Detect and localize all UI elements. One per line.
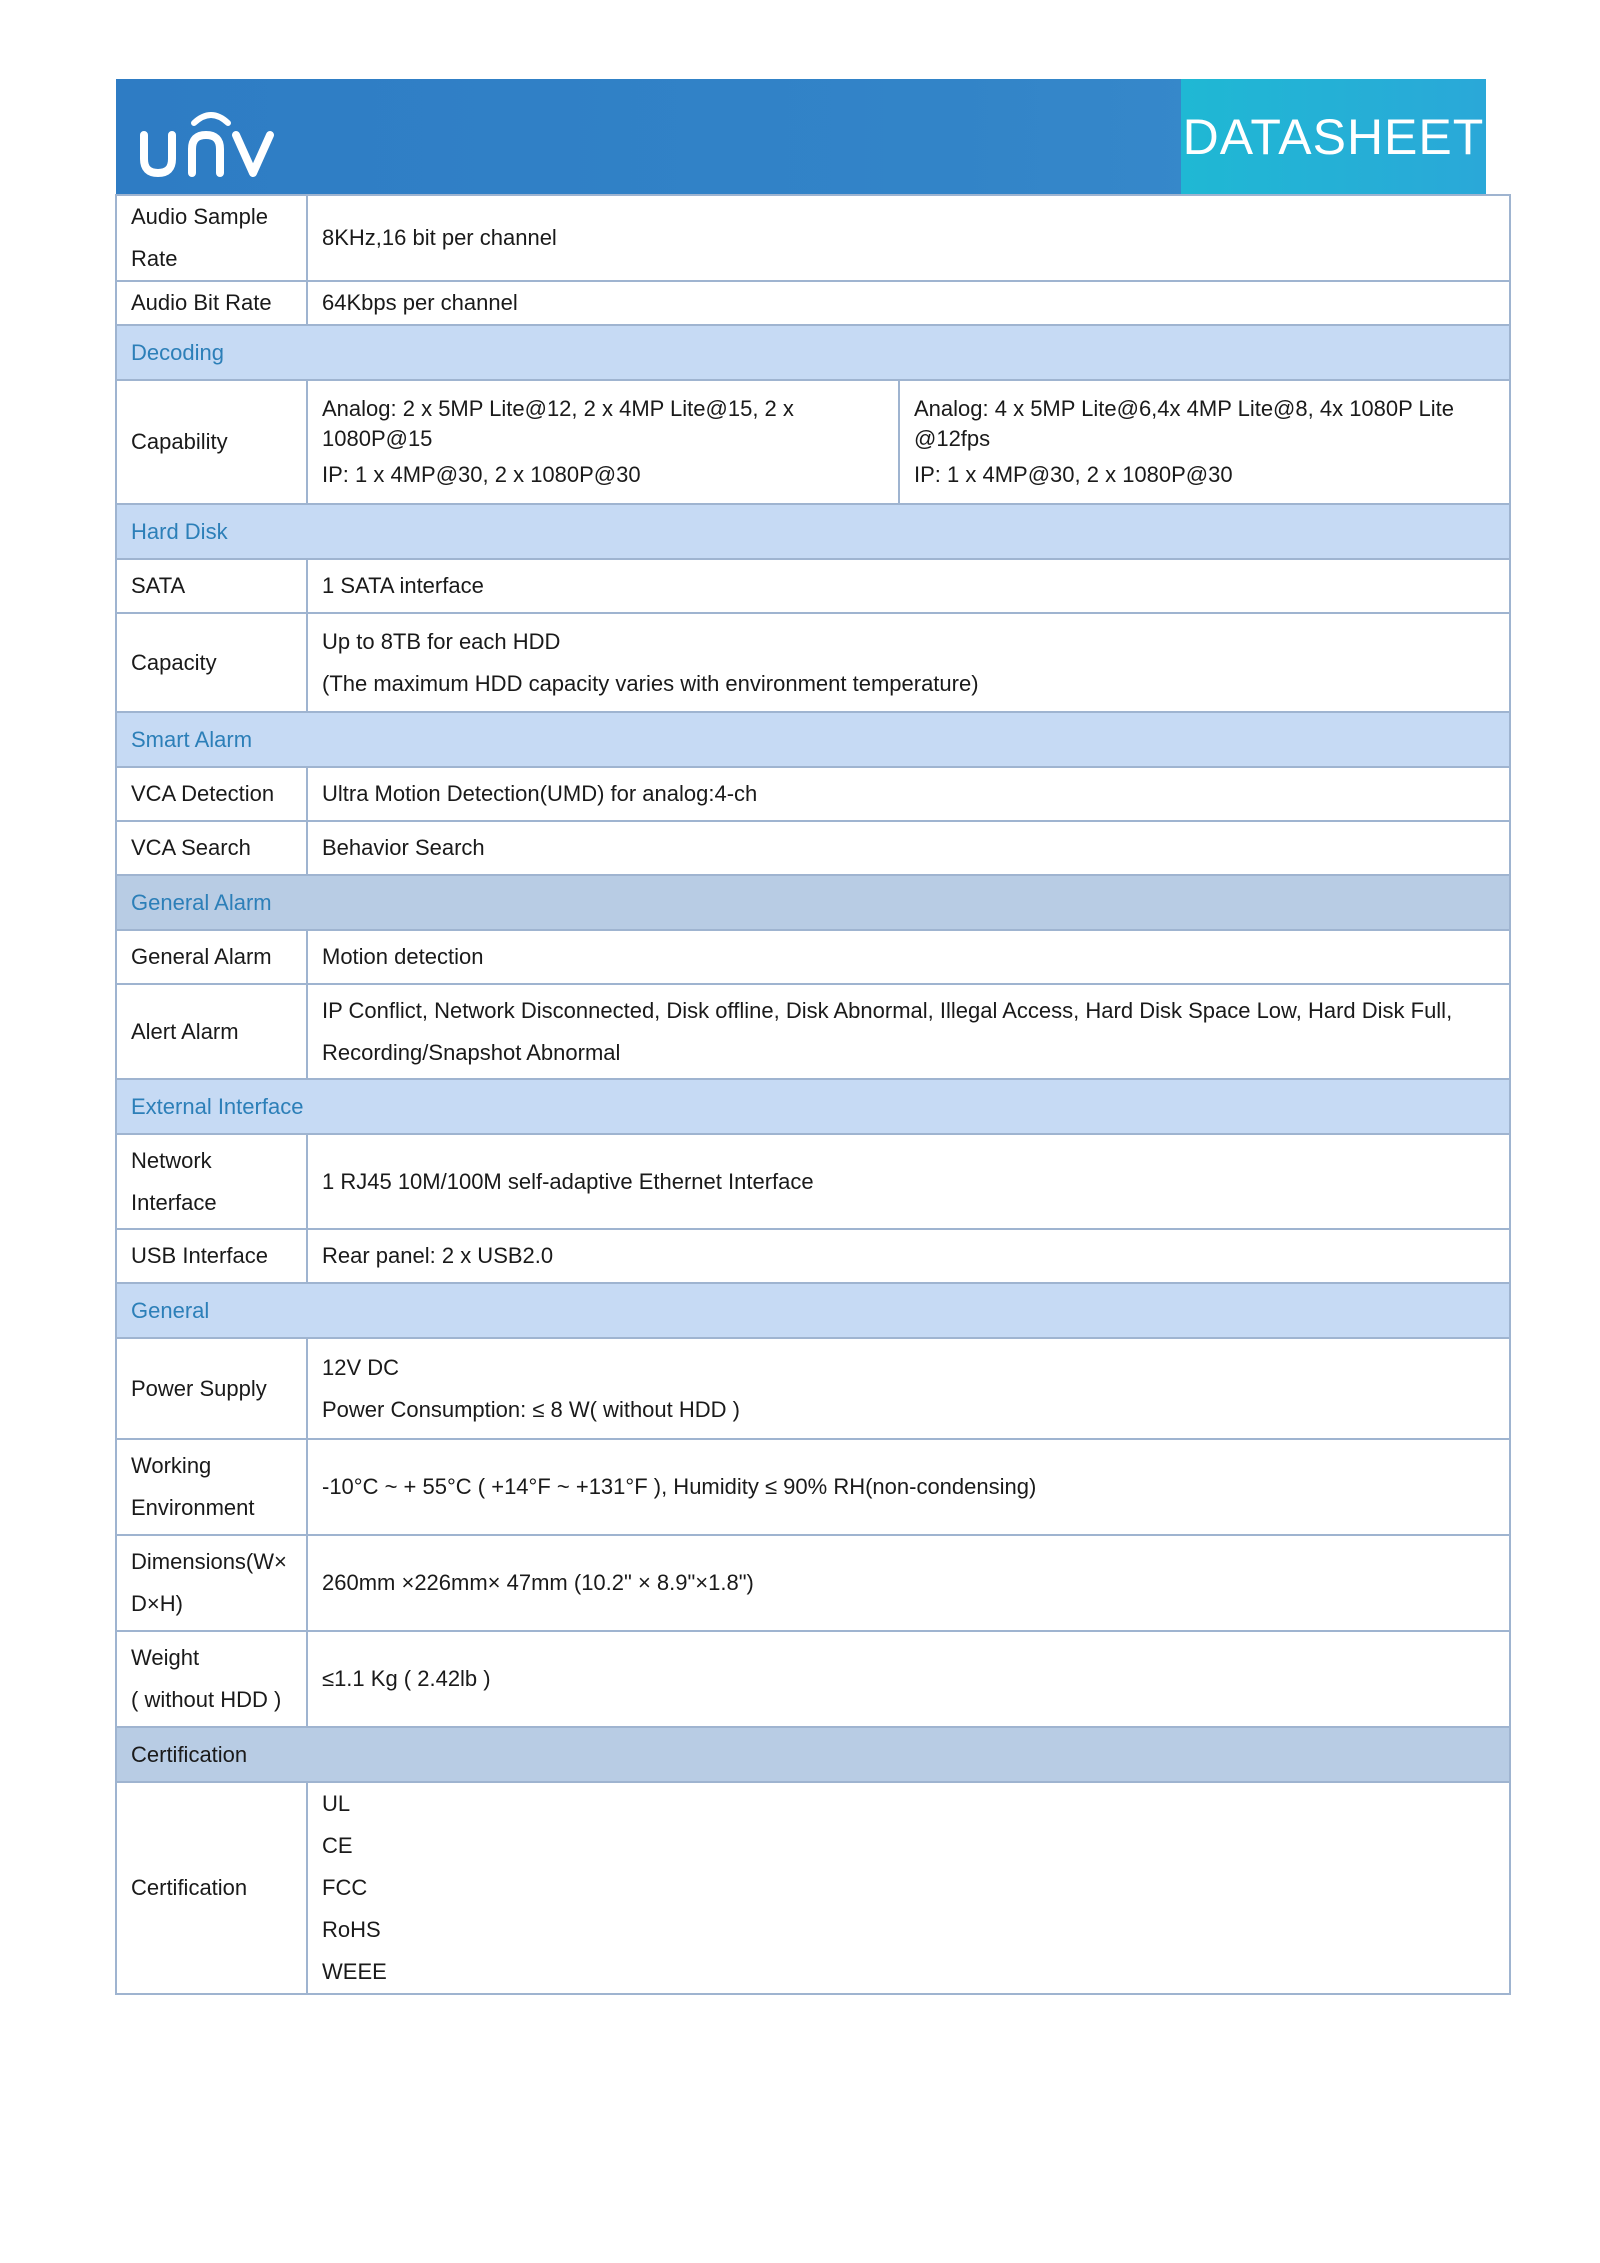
row-label: Audio Bit Rate [116,281,307,325]
section-title: General [116,1283,1510,1338]
row-label: Capability [116,380,307,504]
section-header [116,1283,1510,1338]
unv-logo [136,101,286,181]
row-label: Power Supply [116,1338,307,1439]
row-value: Behavior Search [307,821,1510,875]
certification-item: RoHS [322,1917,381,1942]
row-value: 12V DC Power Consumption: ≤ 8 W( without HDD ) [307,1338,1510,1439]
row-value: Motion detection [307,930,1510,984]
row-value: 8KHz,16 bit per channel [307,195,1510,281]
row-label: VCA Detection [116,767,307,821]
row-value: 260mm ×226mm× 47mm (10.2" × 8.9"×1.8") [307,1535,1510,1631]
table-row [116,1535,1510,1631]
section-header [116,712,1510,767]
row-value: 1 SATA interface [307,559,1510,613]
section-header [116,875,1510,930]
certification-item: WEEE [322,1959,387,1984]
row-value: Ultra Motion Detection(UMD) for analog:4-ch [307,767,1510,821]
section-title: Smart Alarm [116,712,1510,767]
table-row [116,1439,1510,1535]
table-row [116,1134,1510,1229]
table-row [116,984,1510,1079]
table-row [116,559,1510,613]
table-row [116,613,1510,712]
section-title: General Alarm [116,875,1510,930]
row-label: Alert Alarm [116,984,307,1079]
row-value: 64Kbps per channel [307,281,1510,325]
table-row [116,1782,1510,1994]
row-label: USB Interface [116,1229,307,1283]
section-title: Decoding [116,325,1510,380]
row-value: Up to 8TB for each HDD (The maximum HDD capacity varies with environment temperature) [307,613,1510,712]
row-label: Certification [116,1782,307,1994]
section-title: Hard Disk [116,504,1510,559]
table-row [116,821,1510,875]
row-label: Dimensions(W× D×H) [116,1535,307,1631]
row-label: Audio Sample Rate [116,195,307,281]
row-label: VCA Search [116,821,307,875]
section-header [116,1727,1510,1782]
row-label: Working Environment [116,1439,307,1535]
certification-item: FCC [322,1875,368,1900]
section-header [116,325,1510,380]
section-title: External Interface [116,1079,1510,1134]
table-row [116,1338,1510,1439]
row-value: Rear panel: 2 x USB2.0 [307,1229,1510,1283]
table-row [116,767,1510,821]
table-row [116,1229,1510,1283]
row-value-left: Analog: 2 x 5MP Lite@12, 2 x 4MP Lite@15, 2 x 1080P@15 IP: 1 x 4MP@30, 2 x 1080P@30 [307,380,899,504]
certification-item: UL [322,1791,351,1816]
header-banner [116,79,1486,195]
table-row [116,281,1510,325]
section-header [116,1079,1510,1134]
row-value: IP Conflict, Network Disconnected, Disk offline, Disk Abnormal, Illegal Access, Hard Disk Space Low, Hard Disk Full, Recording/Snapshot Abnormal [307,984,1510,1079]
row-value: ≤1.1 Kg ( 2.42lb ) [307,1631,1510,1727]
certification-item: CE [322,1833,353,1858]
table-row [116,930,1510,984]
row-label: Weight ( without HDD ) [116,1631,307,1727]
row-label: General Alarm [116,930,307,984]
section-header [116,504,1510,559]
row-value: -10°C ~ + 55°C ( +14°F ~ +131°F ), Humidity ≤ 90% RH(non-condensing) [307,1439,1510,1535]
table-row [116,380,1510,504]
row-value [307,1782,1510,1994]
row-label: Network Interface [116,1134,307,1229]
row-label: SATA [116,559,307,613]
row-value: 1 RJ45 10M/100M self-adaptive Ethernet Interface [307,1134,1510,1229]
section-title: Certification [116,1727,1510,1782]
row-value-right: Analog: 4 x 5MP Lite@6,4x 4MP Lite@8, 4x 1080P Lite @12fps IP: 1 x 4MP@30, 2 x 1080P@30 [899,380,1510,504]
datasheet-badge: DATASHEET [1181,79,1486,195]
table-row [116,1631,1510,1727]
row-label: Capacity [116,613,307,712]
spec-table [115,194,1511,1995]
table-row [116,195,1510,281]
